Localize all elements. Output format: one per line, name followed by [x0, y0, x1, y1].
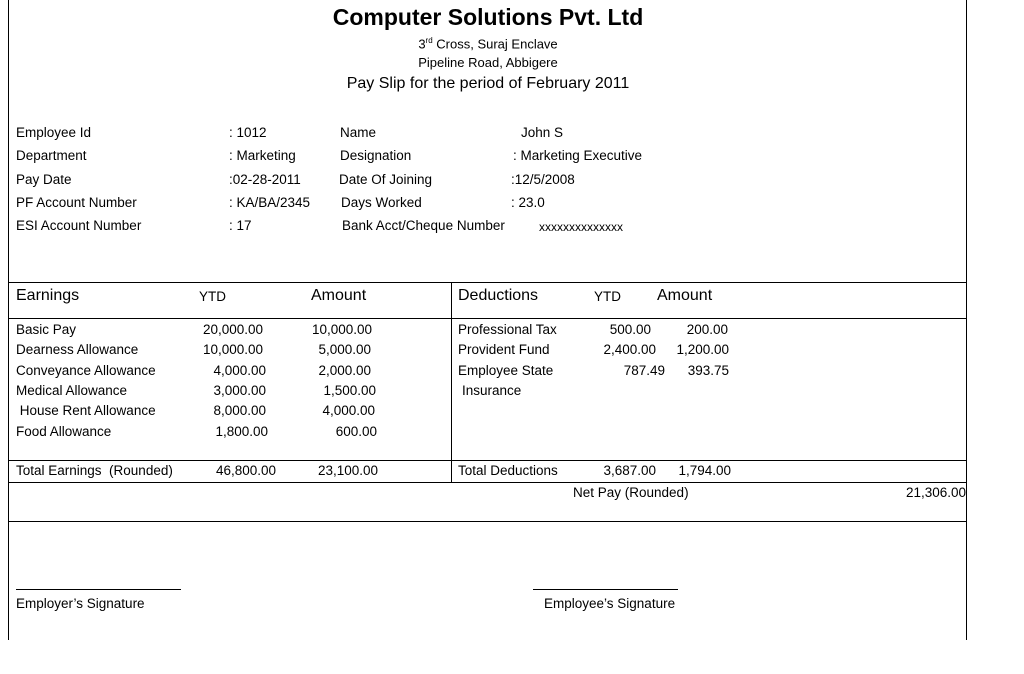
earnings-label-hra: House Rent Allowance: [16, 403, 156, 418]
deductions-amount-provident-fund: 1,200.00: [676, 342, 729, 357]
divider-info-bottom: [8, 282, 967, 283]
right-border: [966, 0, 967, 640]
company-address-line2: Pipeline Road, Abbigere: [418, 55, 558, 70]
value-name: John S: [521, 125, 564, 140]
value-pf-account: : KA/BA/2345: [229, 195, 311, 210]
deductions-amount-professional-tax: 200.00: [686, 322, 728, 337]
earnings-amount-medical: 1,500.00: [323, 383, 376, 398]
label-department: Department: [16, 148, 87, 163]
earnings-ytd-hra: 8,000.00: [213, 403, 266, 418]
deductions-title: Deductions: [458, 287, 539, 304]
earnings-amount-dearness: 5,000.00: [318, 342, 371, 357]
label-pay-date: Pay Date: [16, 172, 72, 187]
deductions-ytd-employee-state: 787.49: [623, 363, 665, 378]
value-days-worked: : 23.0: [511, 195, 545, 210]
company-address-line1: [0, 36, 976, 51]
deductions-label-employee-state: Employee State: [458, 363, 554, 378]
total-earnings-amount: 23,100.00: [317, 463, 378, 478]
total-deductions-label: Total Deductions: [458, 463, 558, 478]
company-name: Computer Solutions Pvt. Ltd: [332, 4, 644, 30]
earnings-amount-hra: 4,000.00: [322, 403, 375, 418]
total-earnings-ytd: 46,800.00: [215, 463, 276, 478]
label-designation: Designation: [340, 148, 412, 163]
label-date-of-joining: Date Of Joining: [339, 172, 433, 187]
deductions-ytd-provident-fund: 2,400.00: [603, 342, 656, 357]
label-pf-account: PF Account Number: [16, 195, 137, 210]
value-date-of-joining: :12/5/2008: [511, 172, 575, 187]
employee-signature-line: [533, 589, 678, 590]
total-deductions-amount: 1,794.00: [678, 463, 731, 478]
earnings-ytd-food: 1,800.00: [215, 424, 268, 439]
deductions-label-professional-tax: Professional Tax: [458, 322, 557, 337]
earnings-amount-header: Amount: [311, 287, 367, 304]
employee-signature-label: Employee’s Signature: [544, 596, 676, 611]
earnings-ytd-dearness: 10,000.00: [202, 342, 263, 357]
net-pay-value: 21,306.00: [905, 485, 966, 500]
employer-signature-line: [16, 589, 181, 590]
deductions-label-provident-fund: Provident Fund: [458, 342, 550, 357]
earnings-ytd-conveyance: 4,000.00: [213, 363, 266, 378]
total-deductions-ytd: 3,687.00: [603, 463, 656, 478]
earnings-label-dearness: Dearness Allowance: [16, 342, 139, 357]
earnings-title: Earnings: [16, 287, 80, 304]
earnings-label-medical: Medical Allowance: [16, 383, 128, 398]
employer-signature-label: Employer’s Signature: [16, 596, 145, 611]
deductions-ytd-professional-tax: 500.00: [609, 322, 651, 337]
earnings-label-conveyance: Conveyance Allowance: [16, 363, 156, 378]
earnings-label-food: Food Allowance: [16, 424, 112, 439]
deductions-amount-header: Amount: [657, 287, 713, 304]
address-number: 3: [418, 36, 426, 52]
total-earnings-label: Total Earnings (Rounded): [16, 463, 173, 478]
label-bank-account: Bank Acct/Cheque Number: [342, 218, 505, 233]
divider-totals-bottom: [8, 482, 967, 483]
label-days-worked: Days Worked: [341, 195, 422, 210]
earnings-ytd-header: YTD: [199, 289, 226, 304]
divider-earnings-deductions: [451, 282, 452, 483]
earnings-ytd-medical: 3,000.00: [213, 383, 266, 398]
value-esi-account: : 17: [229, 218, 252, 233]
label-name: Name: [340, 125, 377, 140]
deductions-amount-employee-state: 393.75: [687, 363, 729, 378]
label-employee-id: Employee Id: [16, 125, 92, 140]
value-bank-account: xxxxxxxxxxxxxx: [539, 220, 623, 234]
value-employee-id: : 1012: [229, 125, 267, 140]
address-superscript: rd: [425, 36, 433, 45]
address-rest: Cross, Suraj Enclave: [432, 36, 558, 52]
earnings-amount-basic-pay: 10,000.00: [311, 322, 372, 337]
divider-netpay-bottom: [8, 521, 967, 522]
earnings-amount-conveyance: 2,000.00: [318, 363, 371, 378]
divider-totals-top: [8, 460, 967, 461]
deductions-label-insurance: Insurance: [462, 383, 522, 398]
divider-table-header: [8, 318, 967, 319]
value-designation: : Marketing Executive: [513, 148, 643, 163]
net-pay-label: Net Pay (Rounded): [573, 485, 689, 500]
earnings-amount-food: 600.00: [335, 424, 377, 439]
label-esi-account: ESI Account Number: [16, 218, 142, 233]
earnings-label-basic-pay: Basic Pay: [16, 322, 77, 337]
pay-period-title: Pay Slip for the period of February 2011: [346, 75, 630, 92]
earnings-ytd-basic-pay: 20,000.00: [202, 322, 263, 337]
left-border: [8, 0, 9, 640]
deductions-ytd-header: YTD: [594, 289, 621, 304]
value-pay-date: :02-28-2011: [229, 172, 301, 187]
value-department: : Marketing: [229, 148, 296, 163]
